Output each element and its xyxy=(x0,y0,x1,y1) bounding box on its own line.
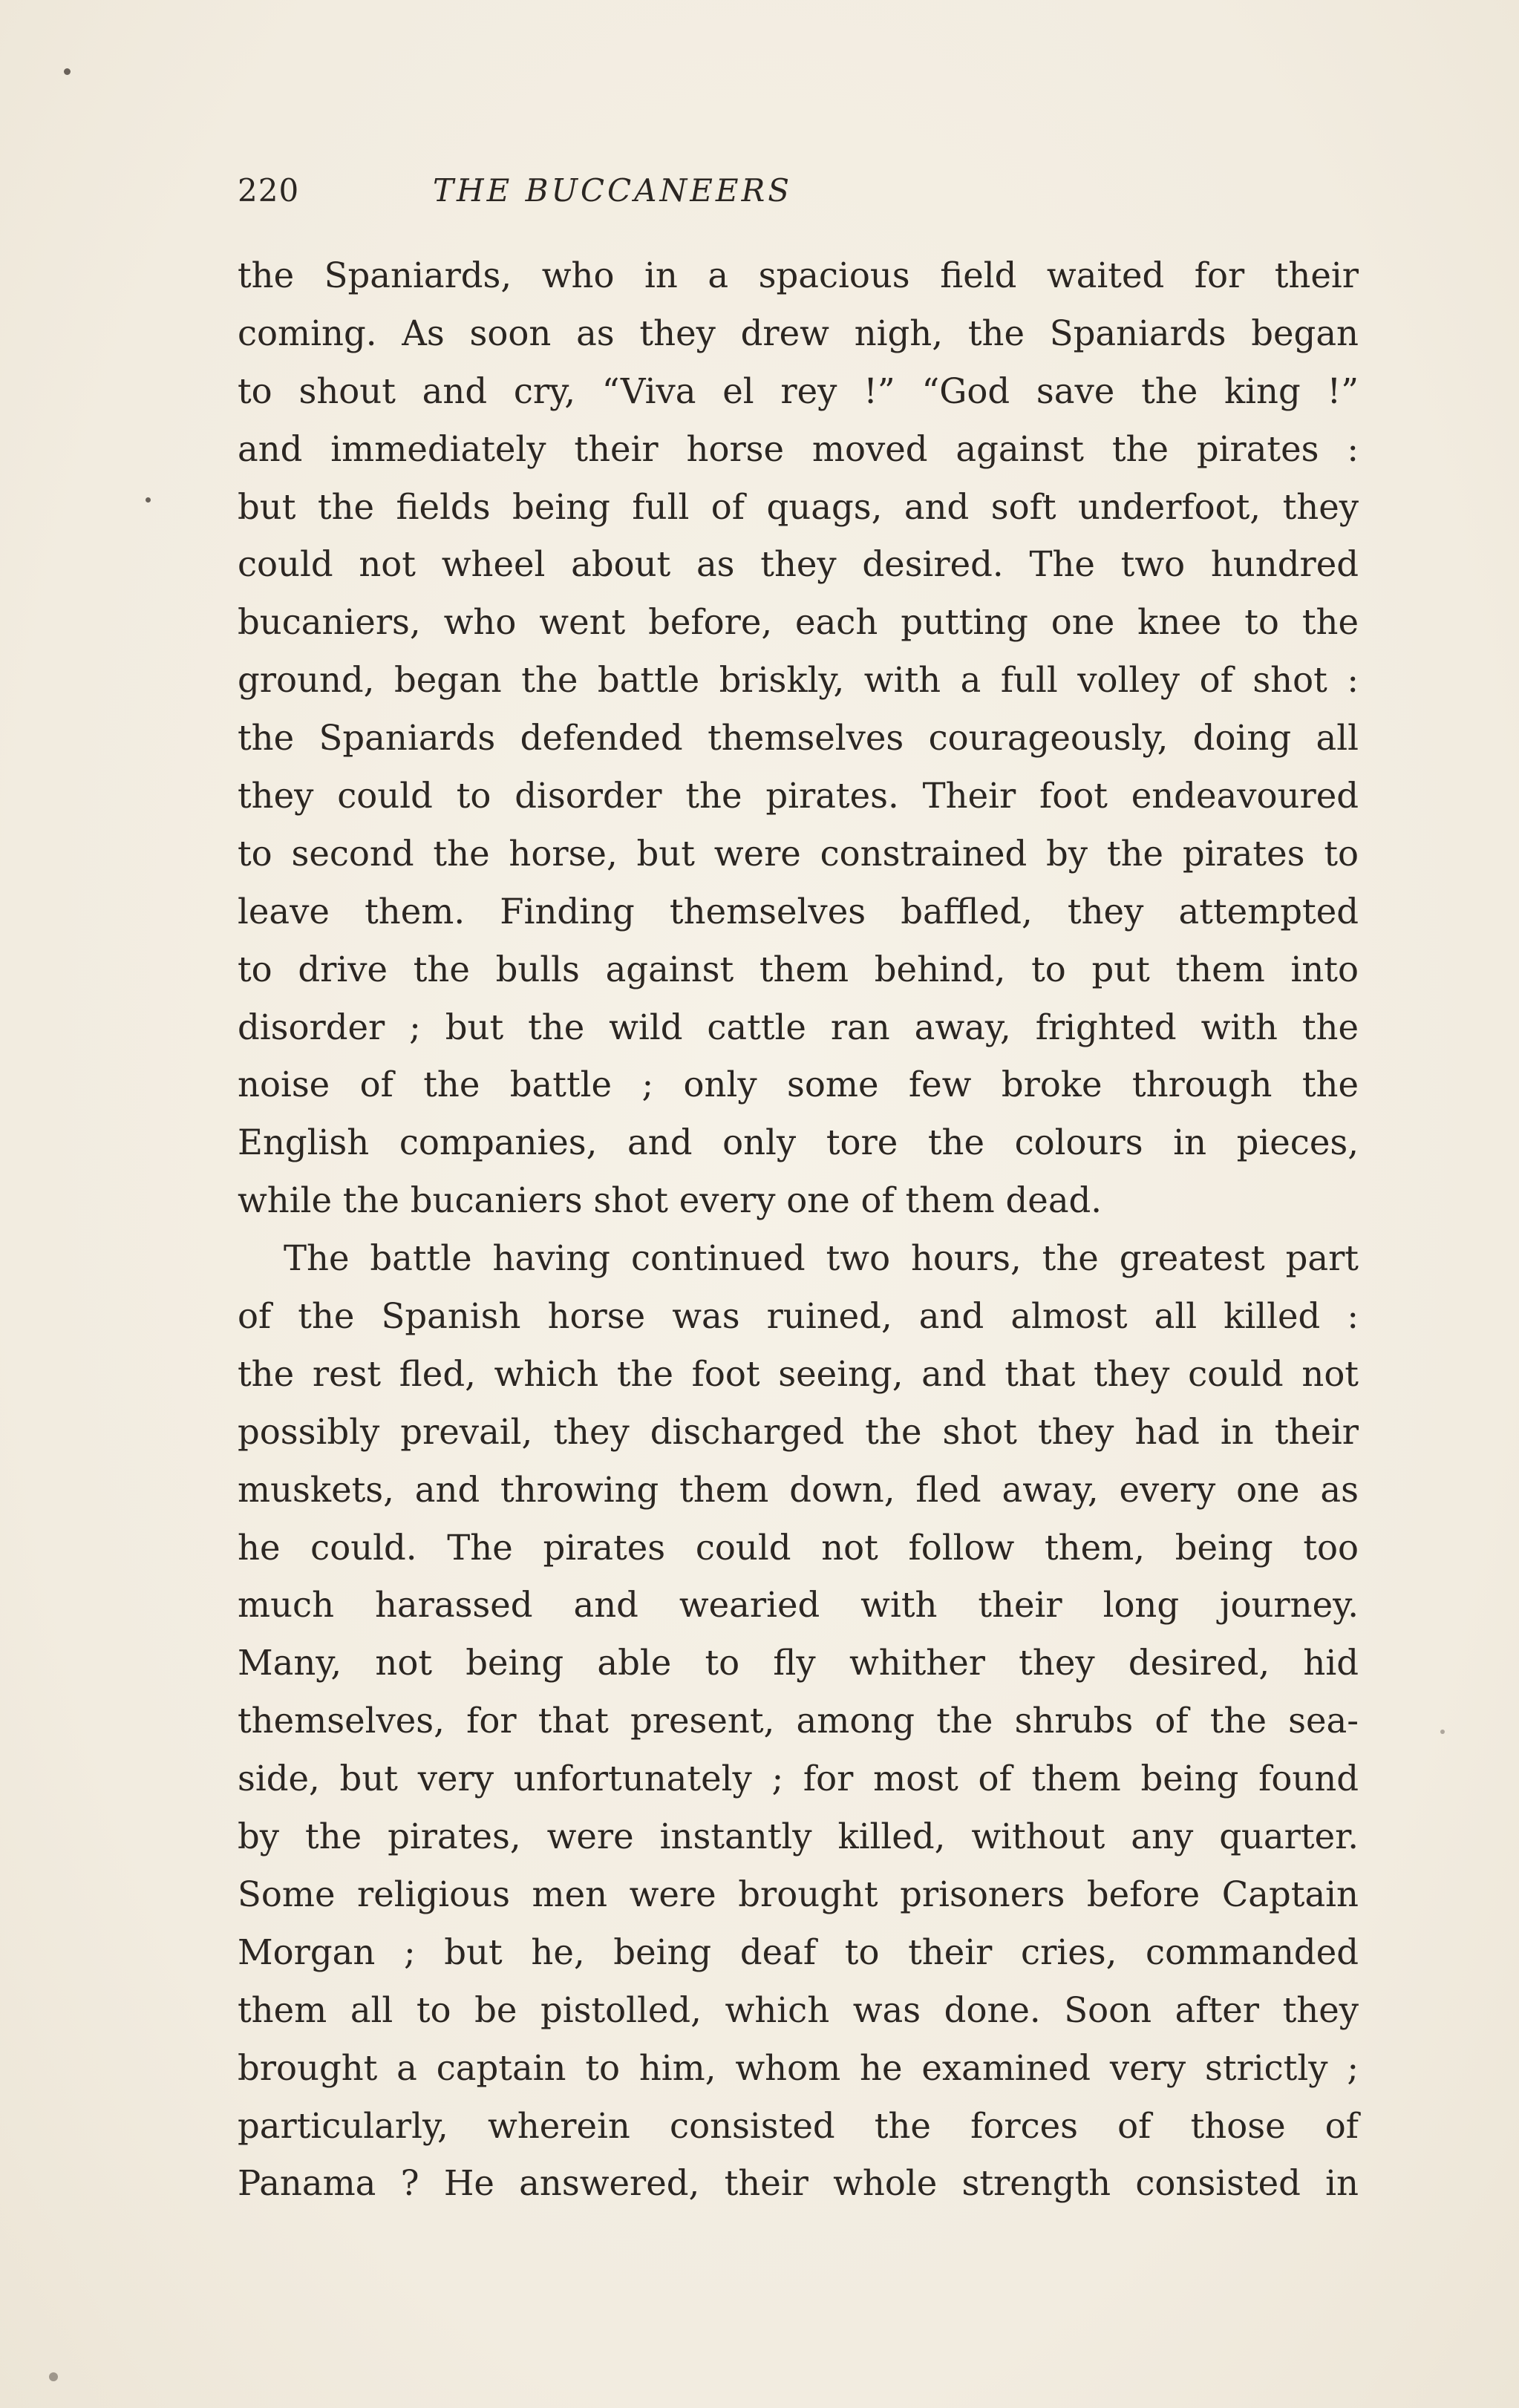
text-line: Morgan ; but he, being deaf to their cries, commanded xyxy=(238,1931,1359,1972)
running-title: THE BUCCANEERS xyxy=(433,172,792,209)
text-line: Many, not being able to fly whither they desired, hid xyxy=(238,1643,1359,1684)
text-line: English companies, and only tore the colours in pieces, xyxy=(238,1122,1359,1163)
text-line: they could to disorder the pirates. Their foot endeavoured xyxy=(238,776,1359,817)
text-line: brought a captain to him, whom he examined very strictly ; xyxy=(238,2047,1359,2088)
text-line: possibly prevail, they discharged the shot they had in their xyxy=(238,1411,1359,1452)
text-line: to second the horse, but were constrained by the pirates to xyxy=(238,833,1359,874)
text-line: ground, began the battle briskly, with a full volley of shot : xyxy=(238,660,1359,701)
text-line: could not wheel about as they desired. The two hundred xyxy=(238,544,1359,585)
text-line: of the Spanish horse was ruined, and almost all killed : xyxy=(238,1296,1359,1337)
text-line: to shout and cry, “Viva el rey !” “God save the king !” xyxy=(238,370,1359,411)
text-line: side, but very unfortunately ; for most of them being found xyxy=(238,1758,1359,1799)
text-line: the rest fled, which the foot seeing, and that they could not xyxy=(238,1353,1359,1394)
text-line: the Spaniards, who in a spacious field waited for their xyxy=(238,255,1359,295)
text-line: he could. The pirates could not follow them, being too xyxy=(238,1527,1359,1568)
text-line: the Spaniards defended themselves courageously, doing all xyxy=(238,718,1359,759)
text-line: much harassed and wearied with their long journey. xyxy=(238,1585,1359,1626)
page-number: 220 xyxy=(238,172,300,209)
text-line: disorder ; but the wild cattle ran away, frighted with the xyxy=(238,1007,1359,1047)
text-line: particularly, wherein consisted the forces of those of xyxy=(238,2105,1359,2146)
paper-speck xyxy=(49,2372,58,2381)
text-line: leave them. Finding themselves baffled, they attempted xyxy=(238,891,1359,932)
text-line: by the pirates, were instantly killed, without any quarter. xyxy=(238,1816,1359,1857)
text-line: muskets, and throwing them down, fled away, every one as xyxy=(238,1469,1359,1510)
text-line: to drive the bulls against them behind, to put them into xyxy=(238,949,1359,989)
text-line: while the bucaniers shot every one of them dead. xyxy=(238,1180,1102,1221)
text-line: and immediately their horse moved against the pirates : xyxy=(238,428,1359,469)
text-line: coming. As soon as they drew nigh, the Spaniards began xyxy=(238,313,1359,353)
text-line: noise of the battle ; only some few broke through the xyxy=(238,1064,1359,1105)
text-line: themselves, for that present, among the shrubs of the sea- xyxy=(238,1701,1359,1741)
paper-speck xyxy=(146,497,151,503)
text-line: Some religious men were brought prisoners before Captain xyxy=(238,1874,1359,1914)
paper-speck xyxy=(64,68,71,75)
text-line: bucaniers, who went before, each putting one knee to the xyxy=(238,602,1359,643)
text-line: Panama ? He answered, their whole strength consisted in xyxy=(238,2163,1359,2204)
paper-speck xyxy=(1440,1730,1445,1734)
text-line: them all to be pistolled, which was done. Soon after they xyxy=(238,1989,1359,2030)
text-line: but the fields being full of quags, and soft underfoot, they xyxy=(238,486,1359,527)
body-text xyxy=(238,247,1359,2213)
text-line: The battle having continued two hours, the greatest part xyxy=(284,1238,1359,1279)
page-header xyxy=(238,172,1359,217)
